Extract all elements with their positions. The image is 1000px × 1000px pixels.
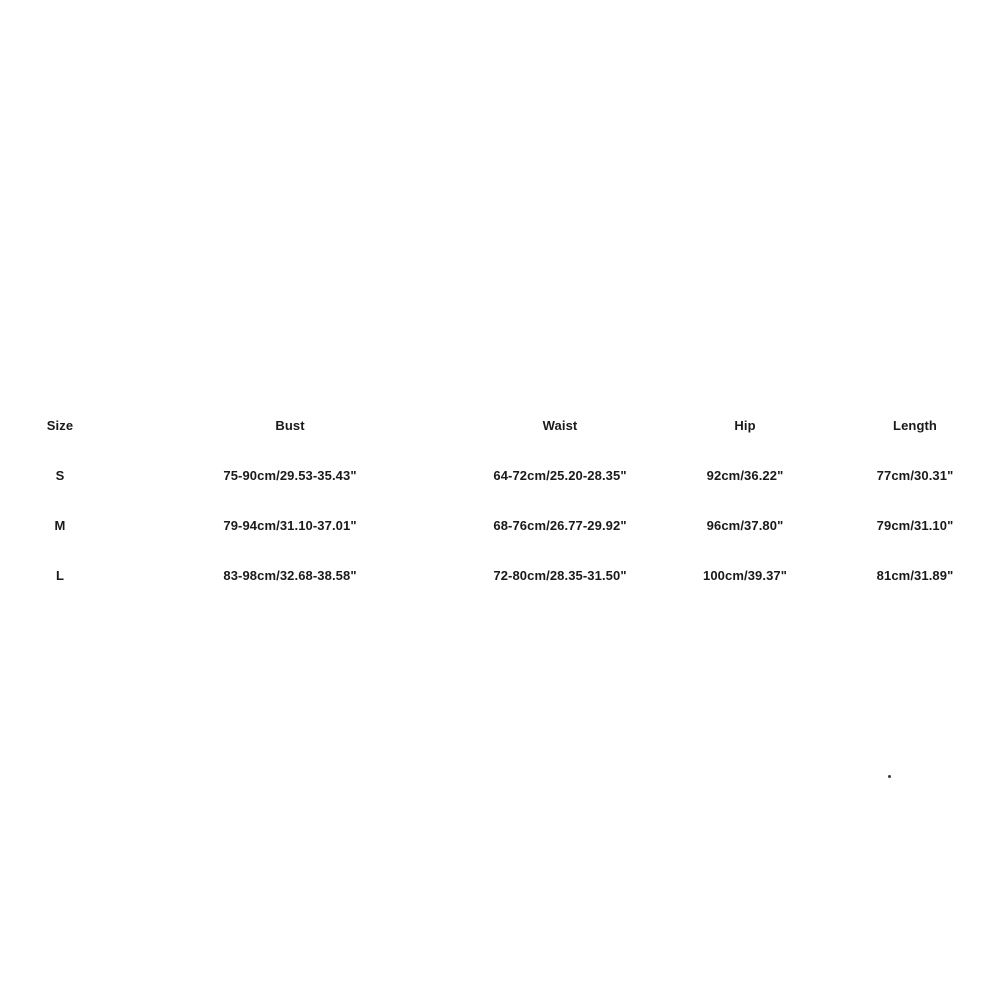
cell-length: 77cm/30.31" bbox=[876, 467, 954, 483]
column-header-size: Size bbox=[46, 417, 74, 433]
cell-bust: 75-90cm/29.53-35.43" bbox=[223, 467, 357, 483]
cell-bust: 79-94cm/31.10-37.01" bbox=[223, 517, 357, 533]
column-header-waist: Waist bbox=[542, 417, 578, 433]
cell-bust: 83-98cm/32.68-38.58" bbox=[223, 567, 357, 583]
table-row bbox=[0, 550, 1000, 600]
size-chart bbox=[0, 400, 1000, 600]
cell-waist: 64-72cm/25.20-28.35" bbox=[493, 467, 627, 483]
column-header-length: Length bbox=[893, 417, 937, 433]
cell-hip: 96cm/37.80" bbox=[706, 517, 784, 533]
table-row bbox=[0, 450, 1000, 500]
size-chart-table bbox=[0, 400, 1000, 600]
table-header-row bbox=[0, 400, 1000, 450]
cell-size: L bbox=[55, 567, 65, 583]
cell-size: S bbox=[55, 467, 65, 483]
table-row bbox=[0, 500, 1000, 550]
cell-hip: 92cm/36.22" bbox=[706, 467, 784, 483]
cell-waist: 68-76cm/26.77-29.92" bbox=[493, 517, 627, 533]
cell-length: 81cm/31.89" bbox=[876, 567, 954, 583]
cell-hip: 100cm/39.37" bbox=[703, 567, 787, 583]
stray-dot-mark bbox=[888, 775, 891, 778]
column-header-bust: Bust bbox=[275, 417, 305, 433]
column-header-hip: Hip bbox=[734, 417, 756, 433]
cell-size: M bbox=[54, 517, 66, 533]
cell-length: 79cm/31.10" bbox=[876, 517, 954, 533]
cell-waist: 72-80cm/28.35-31.50" bbox=[493, 567, 627, 583]
